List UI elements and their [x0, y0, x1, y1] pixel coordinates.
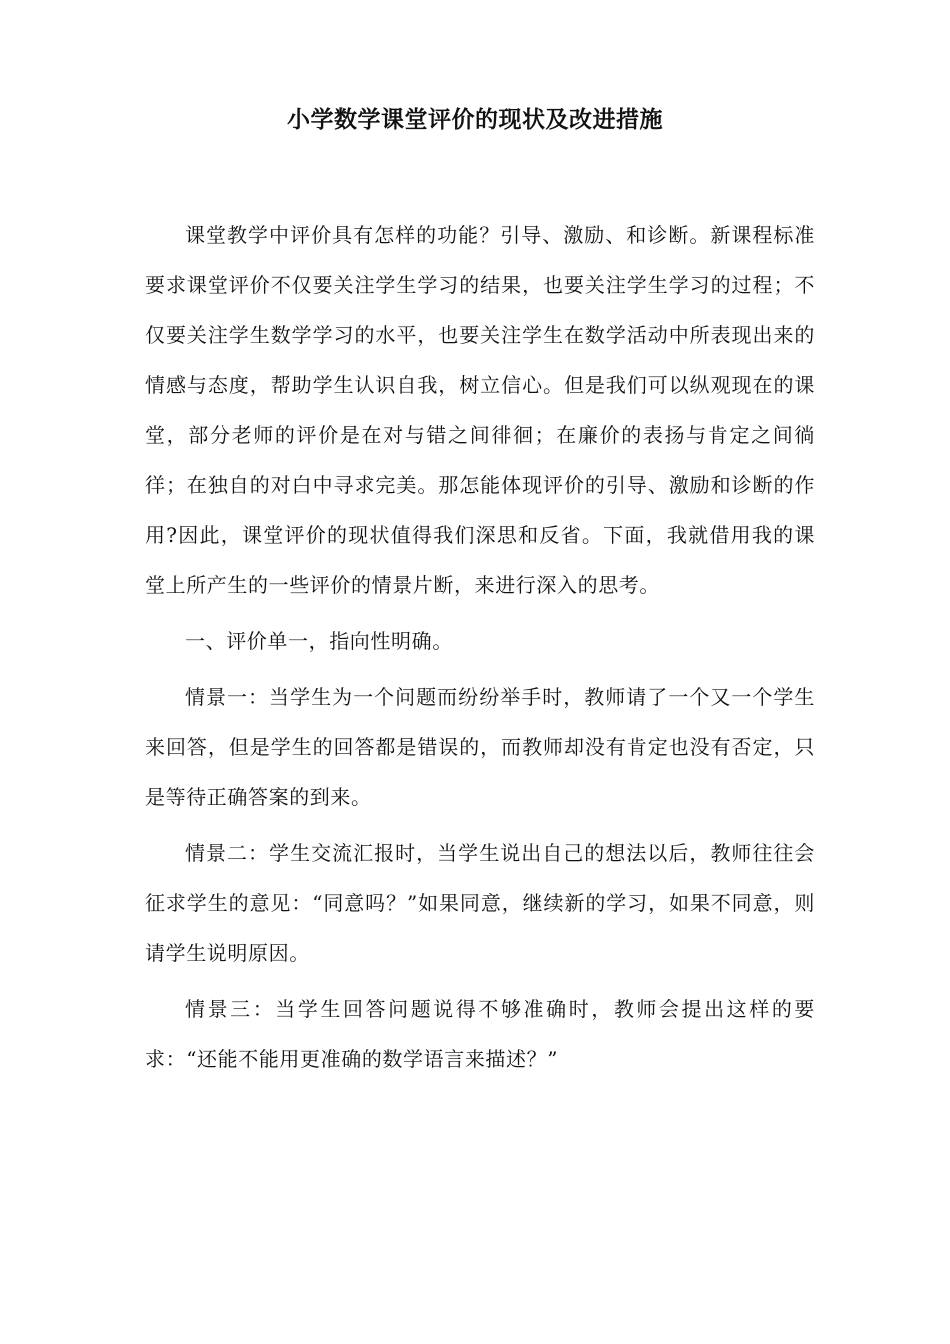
- paragraph-scenario-two: 情景二：学生交流汇报时，当学生说出自己的想法以后，教师往往会征求学生的意见：“同意吗？”如果同意，继续新的学习，如果不同意，则请学生说明原因。: [145, 841, 815, 965]
- paragraph-scenario-one: 情景一：当学生为一个问题而纷纷举手时，教师请了一个又一个学生来回答，但是学生的回答都是错误的，而教师却没有肯定也没有否定，只是等待正确答案的到来。: [145, 685, 815, 809]
- paragraph-section-heading: 一、评价单一，指向性明确。: [185, 629, 453, 653]
- paragraph-intro: 课堂教学中评价具有怎样的功能？引导、激励、和诊断。新课程标准要求课堂评价不仅要关注学生学习的结果，也要关注学生学习的过程；不仅要关注学生数学学习的水平，也要关注学生在数学活动中所表现出来的情感与态度，帮助学生认识自我，树立信心。但是我们可以纵观现在的课堂，部分老师的评价是在对与错之间徘徊；在廉价的表扬与肯定之间徜徉；在独自的对白中寻求完美。那怎能体现评价的引导、激励和诊断的作用?因此，课堂评价的现状值得我们深思和反省。下面，我就借用我的课堂上所产生的一些评价的情景片断，来进行深入的思考。: [145, 223, 815, 597]
- document-body: [145, 210, 815, 1084]
- paragraph-scenario-three: 情景三：当学生回答问题说得不够准确时，教师会提出这样的要求：“还能不能用更准确的数学语言来描述？”: [145, 997, 815, 1071]
- document-title: 小学数学课堂评价的现状及改进措施: [287, 106, 663, 133]
